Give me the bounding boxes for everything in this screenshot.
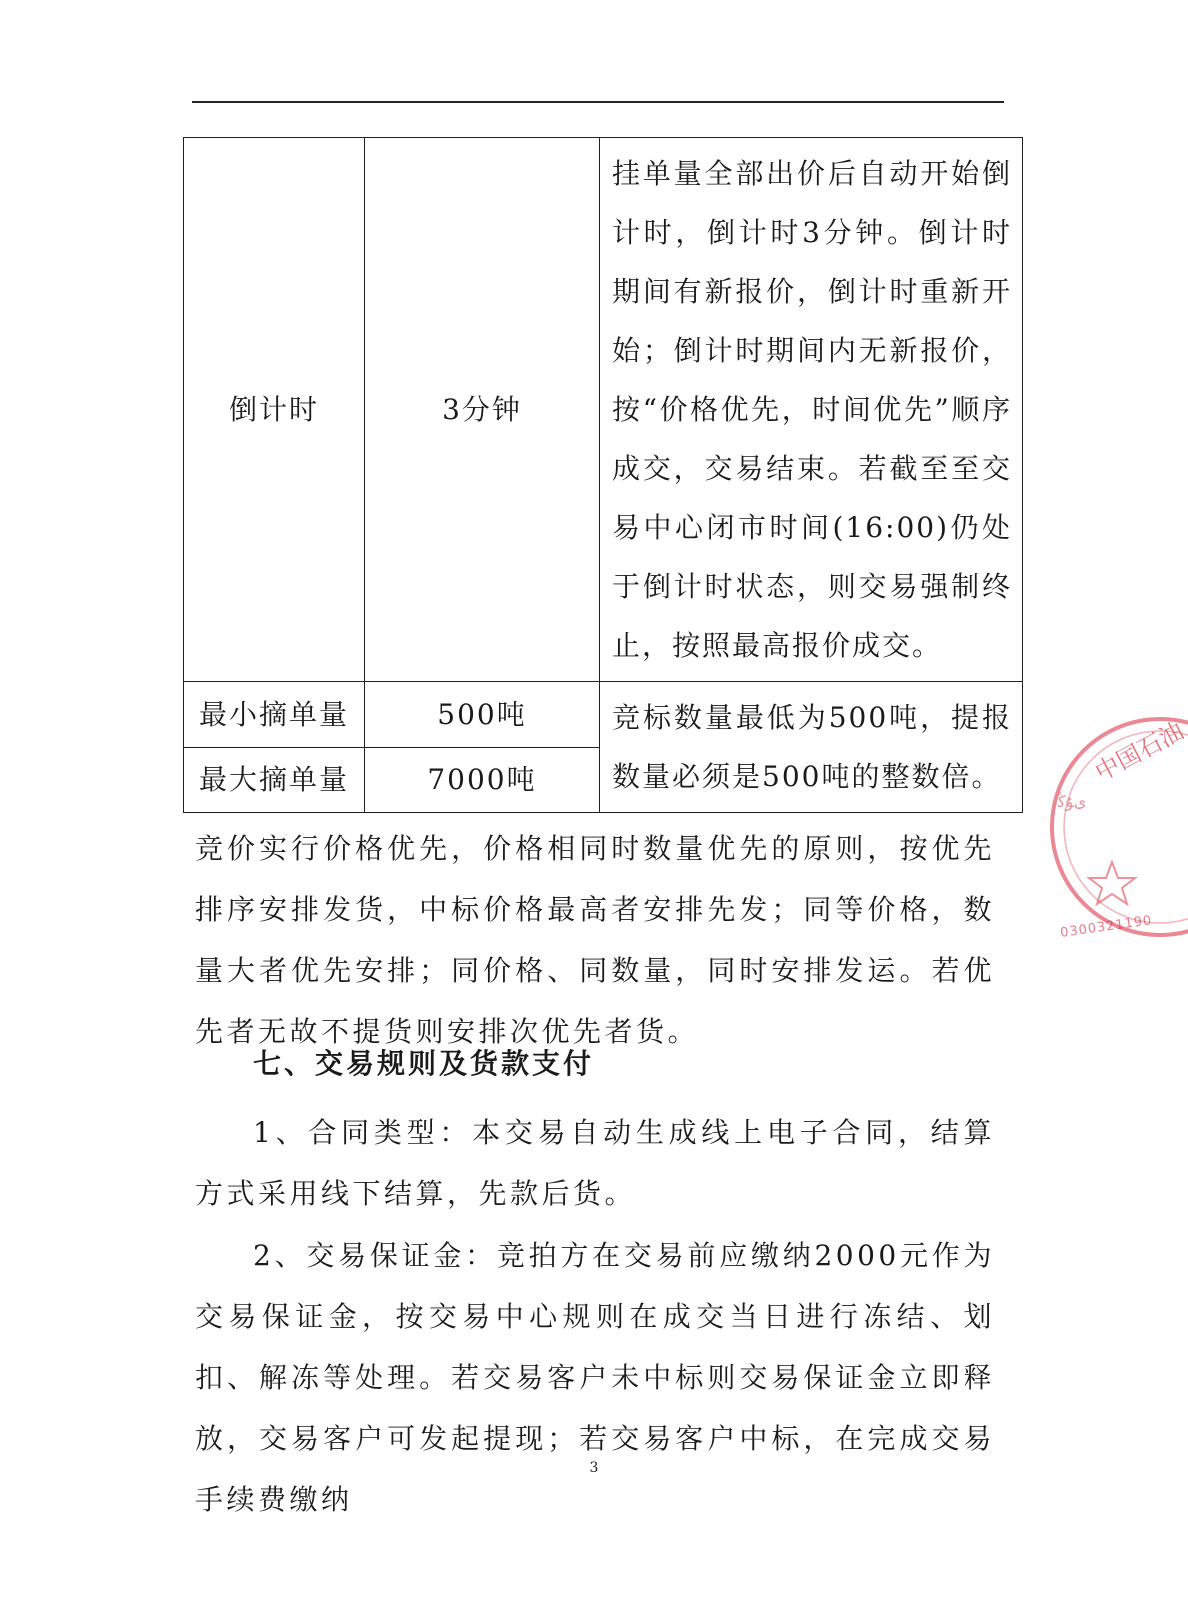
header-rule	[192, 101, 1004, 103]
svg-text:0300321190: 0300321190	[1059, 913, 1154, 941]
priority-paragraph: 竞价实行价格优先，价格相同时数量优先的原则，按优先排序安排发货，中标价格最高者安排先发；同等价格，数量大者优先安排；同价格、同数量，同时安排发运。若优先者无故不提货则安排次优先者货。	[195, 832, 995, 1048]
rule-description: 挂单量全部出价后自动开始倒计时，倒计时3分钟。倒计时期间有新报价，倒计时重新开始；倒计时期间内无新报价，按“价格优先，时间优先”顺序成交，交易结束。若截至至交易中心闭市时间(16:00)仍处于倒计时状态，则交易强制终止，按照最高报价成交。	[600, 138, 1023, 682]
rule-value: 500吨	[365, 682, 600, 748]
rule-value: 7000吨	[365, 747, 600, 813]
svg-text:中国石油: 中国石油	[1090, 716, 1188, 787]
table-row	[184, 682, 1023, 748]
rule-name: 倒计时	[184, 138, 365, 682]
deposit-paragraph: 2、交易保证金：竞拍方在交易前应缴纳2000元作为交易保证金，按交易中心规则在成交当日进行冻结、划扣、解冻等处理。若交易客户未中标则交易保证金立即释放，交易客户可发起提现；若交易客户中标，在完成交易手续费缴纳	[195, 1239, 995, 1516]
section-heading: 七、交易规则及货款支付	[253, 1047, 595, 1080]
table-row	[184, 138, 1023, 682]
page-number: 3	[589, 1460, 599, 1476]
trading-rules-table	[183, 137, 1023, 813]
rule-name: 最大摘单量	[184, 747, 365, 813]
rule-name: 最小摘单量	[184, 682, 365, 748]
svg-text:ﻯﯘﯕ: ﻯﯘﯕ	[1058, 792, 1087, 811]
company-seal-icon	[1040, 712, 1188, 972]
rule-description: 竞标数量最低为500吨，提报数量必须是500吨的整数倍。	[600, 682, 1023, 813]
contract-type-paragraph: 1、合同类型：本交易自动生成线上电子合同，结算方式采用线下结算，先款后货。	[195, 1116, 995, 1210]
rule-value: 3分钟	[365, 138, 600, 682]
